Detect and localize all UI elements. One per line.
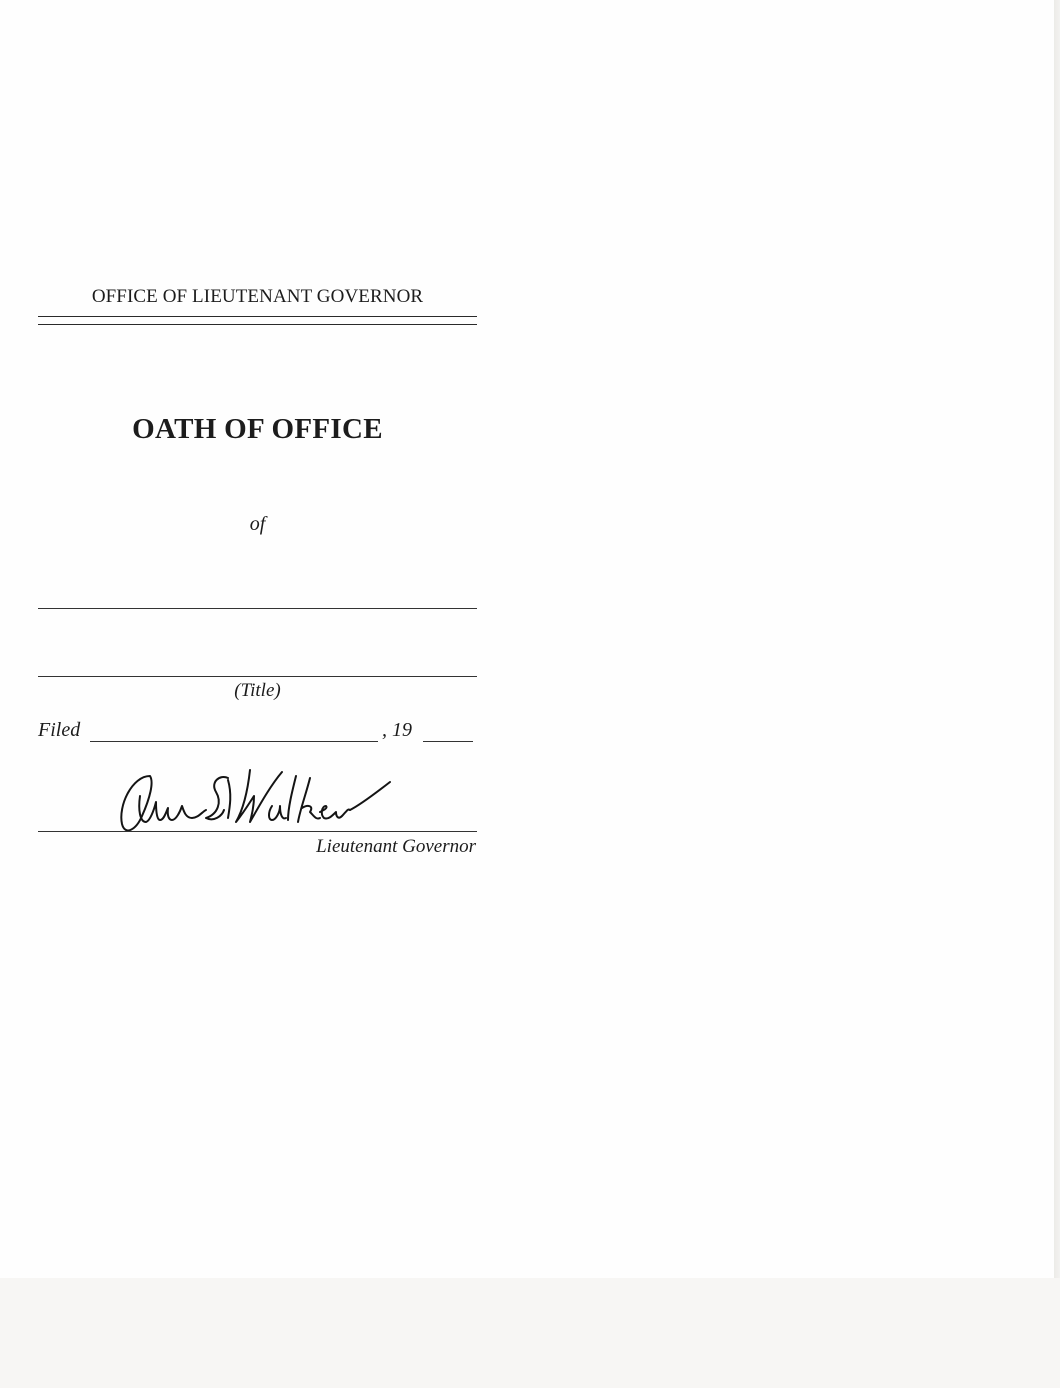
of-label: of: [249, 513, 266, 535]
filed-label: Filed: [38, 719, 81, 741]
office-header: OFFICE OF LIEUTENANT GOVERNOR: [91, 286, 424, 307]
document-title: OATH OF OFFICE: [132, 413, 383, 445]
name-blank-line: [38, 608, 477, 609]
filed-date-blank-line: [90, 741, 378, 742]
header-rule-top: [38, 316, 477, 317]
signature: [110, 766, 410, 840]
signature-caption: Lieutenant Governor: [316, 836, 476, 857]
year-prefix: , 19: [382, 719, 412, 741]
scan-margin: [0, 1278, 1060, 1388]
page-edge: [1054, 0, 1060, 1278]
header-rule-bottom: [38, 324, 477, 325]
signature-line: [38, 831, 477, 832]
title-caption: (Title): [234, 680, 281, 701]
title-blank-line: [38, 676, 477, 677]
year-blank-line: [423, 741, 473, 742]
